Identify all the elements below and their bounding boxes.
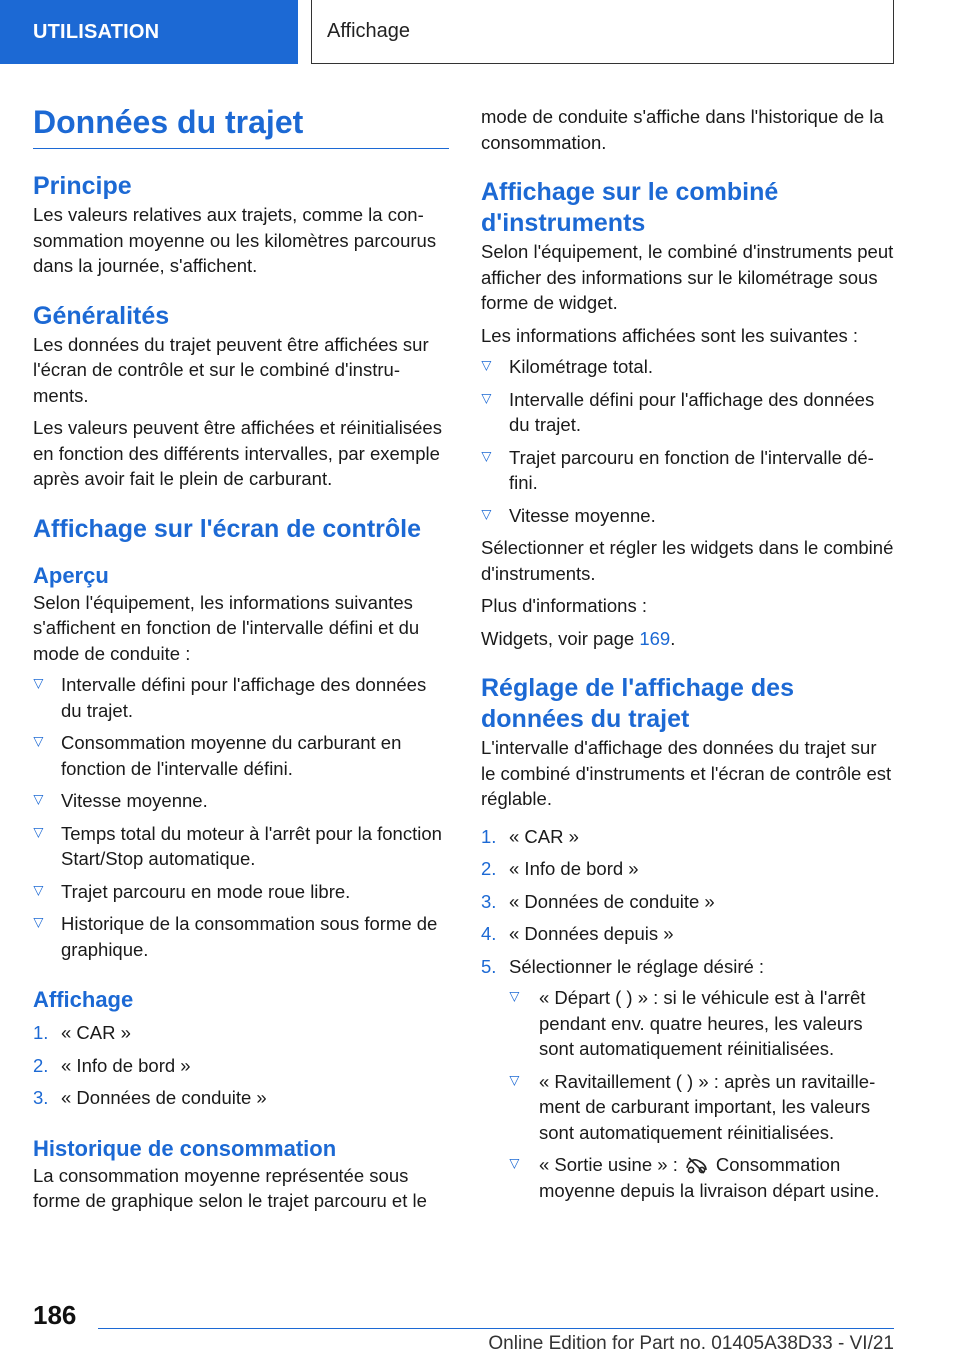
right-column (481, 104, 896, 1210)
combine-text-3: Sélectionner et régler les widgets dans le combiné d'instruments. (481, 537, 894, 584)
step-item: 2. « Info de bord » (481, 858, 639, 879)
heading-ecran-controle: Affichage sur l'écran de contrôle (33, 514, 421, 543)
combine-text-4: Plus d'informations : (481, 595, 647, 616)
header-section-tab (0, 0, 298, 64)
list-item: ▷ Intervalle défini pour l'affichage des données du trajet. (33, 672, 449, 723)
list-item: ▷ Vitesse moyenne. (481, 503, 896, 529)
option-sortie-usine: ▷ « Sortie usine » : Consommation moyenne depuis la livraison départ usine. (509, 1152, 896, 1203)
step-item: 1. « CAR » (481, 825, 579, 847)
heading-affichage: Affichage (33, 987, 134, 1012)
generalites-text-2: Les valeurs peuvent être affichées et réinitialisées en fonction des différents intervalles, par exemple après avoir fait le plein de carburant. (33, 417, 442, 489)
step-item: 1. « CAR » (33, 1022, 131, 1043)
heading-principe: Principe (33, 172, 132, 200)
apercu-list (33, 672, 449, 962)
eco-consumption-icon (684, 1155, 710, 1173)
combine-text-2: Les informations affichées sont les suivantes : (481, 324, 859, 346)
heading-apercu: Aperçu (33, 562, 109, 588)
step-item: 3. « Données de conduite » (481, 890, 715, 912)
page-link[interactable]: 169 (639, 627, 671, 649)
heading-combine: Affichage sur le combiné d'instruments (481, 178, 779, 237)
affichage-steps (33, 1020, 449, 1111)
list-item: ▷ Temps total du moteur à l'arrêt pour la fonction Start/Stop automatique. (33, 821, 449, 872)
combine-text-1: Selon l'équipement, le combiné d'instruments peut afficher des informations sur le kilométrage sous forme de widget. (481, 241, 894, 313)
reglage-options (509, 985, 896, 1203)
footer-edition: Online Edition for Part no. 01405A38D33 - VI/21 (488, 1333, 894, 1354)
historique-text: La consommation moyenne représentée sous forme de graphique selon le trajet parcouru et le (33, 1164, 427, 1211)
apercu-text: Selon l'équipement, les informations suivantes s'affichent en fonction de l'intervalle défini et du mode de conduite : (33, 591, 420, 664)
list-item: ▷ Trajet parcouru en mode roue libre. (33, 879, 449, 905)
step-item: 2. « Info de bord » (33, 1054, 191, 1076)
header-chapter-label: Affichage (327, 20, 411, 42)
heading-historique: Historique de consommation (33, 1135, 337, 1161)
list-item: ▷ Trajet parcouru en fonction de l'intervalle défini. (481, 445, 896, 496)
page-title: Données du trajet (33, 100, 449, 149)
continuation-text: mode de conduite s'affiche dans l'historique de la consommation. (481, 106, 884, 153)
option-ravitaillement: ▷ « Ravitaillement ( ) » : après un ravitaillement de carburant important, les valeurs sont automatiquement réinitialisées. (509, 1069, 896, 1146)
widgets-reference: Widgets, voir page 169. (481, 627, 676, 649)
reglage-text: L'intervalle d'affichage des données du trajet sur le combiné d'instruments et l'écran de contrôle est réglable. (481, 737, 892, 809)
principe-text: Les valeurs relatives aux trajets, comme la consommation moyenne ou les kilomètres parcourus dans la journée, s'affichent. (33, 204, 437, 276)
list-item: ▷ Intervalle défini pour l'affichage des données du trajet. (481, 387, 896, 438)
list-item: ▷ Consommation moyenne du carburant en fonction de l'intervalle défini. (33, 730, 449, 781)
combine-list (481, 354, 896, 528)
option-depart: ▷ « Départ ( ) » : si le véhicule est à l'arrêt pendant env. quatre heures, les valeurs sont automatiquement réinitialisées. (509, 985, 896, 1062)
header-section-label: UTILISATION (33, 20, 160, 43)
heading-generalites: Généralités (33, 301, 170, 330)
list-item: ▷ Vitesse moyenne. (33, 788, 449, 814)
header-chapter-tab (311, 0, 894, 64)
page-number: 186 (33, 1300, 77, 1330)
generalites-text-1: Les données du trajet peuvent être affichées sur l'écran de contrôle et sur le combiné d'instruments. (33, 333, 429, 406)
list-item: ▷ Kilométrage total. (481, 354, 896, 380)
step-item: 5. Sélectionner le réglage désiré : ▷ « Départ ( ) » : si le véhicule est à l'arrêt pendant env. quatre heures, les valeurs sont automatiquement réinitialisées. ▷ « Ravitaillement ( ) » : après un ravitaillement de carburant important, les valeurs sont automatiquement réinitialisées. ▷ « Sortie usine » : Consommation moyenne depuis la livraison départ usine. (481, 954, 896, 1204)
footer-divider (98, 1328, 894, 1329)
list-item: ▷ Historique de la consommation sous forme de graphique. (33, 911, 449, 962)
step-item: 3. « Données de conduite » (33, 1087, 267, 1108)
reglage-steps (481, 824, 896, 1204)
heading-reglage: Réglage de l'affichage des données du trajet (481, 674, 794, 733)
left-column (33, 100, 449, 1214)
step-item: 4. « Données depuis » (481, 923, 674, 944)
